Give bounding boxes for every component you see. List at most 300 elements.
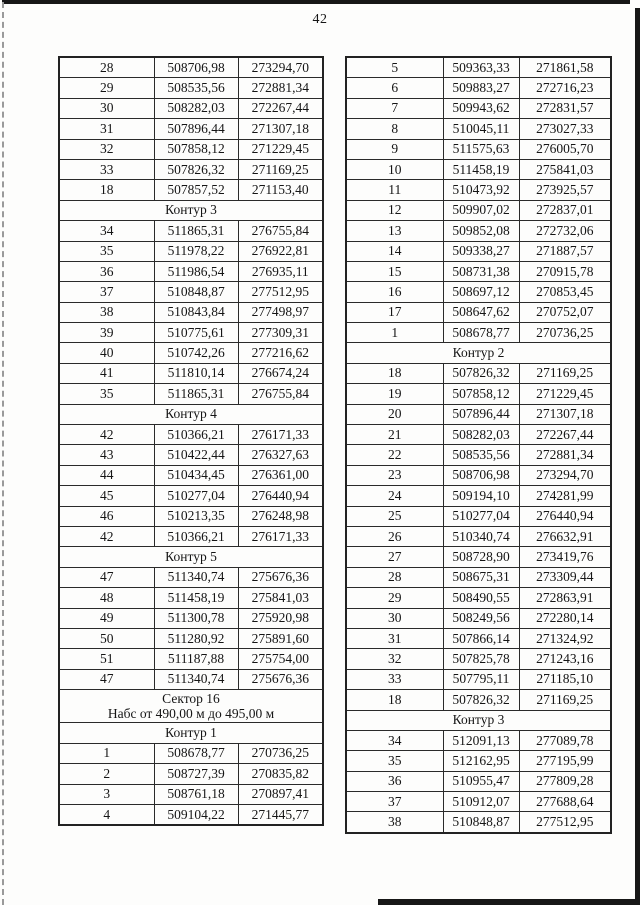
table-row — [346, 180, 611, 200]
point-number: 17 — [346, 302, 443, 322]
table-row — [346, 159, 611, 179]
coord-x: 510848,87 — [154, 282, 238, 302]
coord-y: 272267,44 — [238, 98, 323, 118]
table-row — [59, 588, 323, 608]
coord-y: 271169,25 — [519, 363, 611, 383]
coord-y: 276005,70 — [519, 139, 611, 159]
table-row — [59, 180, 323, 200]
coord-x: 508282,03 — [443, 425, 519, 445]
coord-y: 270736,25 — [238, 743, 323, 763]
coord-x: 508647,62 — [443, 302, 519, 322]
table-row — [346, 465, 611, 485]
point-number: 37 — [59, 282, 154, 302]
coord-y: 270752,07 — [519, 302, 611, 322]
point-number: 44 — [59, 465, 154, 485]
coord-x: 510843,84 — [154, 302, 238, 322]
coord-x: 507795,11 — [443, 669, 519, 689]
table-row — [59, 241, 323, 261]
point-number: 41 — [59, 363, 154, 383]
coord-y: 271169,25 — [238, 159, 323, 179]
page-border-bottom — [378, 899, 636, 905]
point-number: 47 — [59, 669, 154, 689]
coord-y: 270736,25 — [519, 323, 611, 343]
point-number: 38 — [59, 302, 154, 322]
section-header-row — [59, 547, 323, 567]
section-header-line: Контур 3 — [165, 202, 217, 218]
coord-x: 507896,44 — [154, 119, 238, 139]
coord-y: 277498,97 — [238, 302, 323, 322]
coord-x: 509852,08 — [443, 221, 519, 241]
coord-y: 270897,41 — [238, 784, 323, 804]
point-number: 20 — [346, 404, 443, 424]
coord-x: 511865,31 — [154, 384, 238, 404]
coord-y: 272716,23 — [519, 78, 611, 98]
coord-y: 275676,36 — [238, 567, 323, 587]
section-header — [59, 547, 323, 567]
coord-x: 511340,74 — [154, 567, 238, 587]
table-row — [59, 649, 323, 669]
table-row — [346, 486, 611, 506]
coord-y: 273419,76 — [519, 547, 611, 567]
coord-y: 276632,91 — [519, 526, 611, 546]
coord-x: 507825,78 — [443, 649, 519, 669]
coord-y: 272267,44 — [519, 425, 611, 445]
point-number: 11 — [346, 180, 443, 200]
coord-x: 510213,35 — [154, 506, 238, 526]
coord-y: 271229,45 — [238, 139, 323, 159]
coord-x: 508706,98 — [154, 57, 238, 78]
point-number: 36 — [346, 771, 443, 791]
point-number: 32 — [346, 649, 443, 669]
point-number: 29 — [59, 78, 154, 98]
table-row — [346, 139, 611, 159]
section-header-row — [59, 690, 323, 723]
coord-x: 507826,32 — [443, 690, 519, 710]
coord-y: 271185,10 — [519, 669, 611, 689]
point-number: 48 — [59, 588, 154, 608]
table-row — [59, 343, 323, 363]
coord-x: 507896,44 — [443, 404, 519, 424]
coord-y: 276361,00 — [238, 465, 323, 485]
table-row — [59, 784, 323, 804]
coord-x: 509194,10 — [443, 486, 519, 506]
coord-y: 270835,82 — [238, 764, 323, 784]
coord-x: 509363,33 — [443, 57, 519, 78]
coord-y: 272881,34 — [519, 445, 611, 465]
table-row — [346, 669, 611, 689]
coord-y: 275841,03 — [519, 159, 611, 179]
coord-x: 510422,44 — [154, 445, 238, 465]
point-number: 25 — [346, 506, 443, 526]
table-row — [346, 241, 611, 261]
table-row — [59, 363, 323, 383]
coord-y: 273027,33 — [519, 119, 611, 139]
coord-x: 511986,54 — [154, 261, 238, 281]
coord-x: 510742,26 — [154, 343, 238, 363]
section-header — [59, 723, 323, 743]
table-row — [59, 506, 323, 526]
coord-y: 277512,95 — [238, 282, 323, 302]
table-row — [59, 261, 323, 281]
coord-y: 273925,57 — [519, 180, 611, 200]
coord-x: 510912,07 — [443, 792, 519, 812]
coord-y: 273294,70 — [238, 57, 323, 78]
section-header — [346, 343, 611, 363]
coord-y: 271324,92 — [519, 628, 611, 648]
point-number: 18 — [59, 180, 154, 200]
coord-x: 507857,52 — [154, 180, 238, 200]
coord-x: 509883,27 — [443, 78, 519, 98]
point-number: 51 — [59, 649, 154, 669]
point-number: 19 — [346, 384, 443, 404]
table-row — [59, 282, 323, 302]
coord-x: 508678,77 — [443, 323, 519, 343]
table-row — [346, 78, 611, 98]
point-number: 28 — [346, 567, 443, 587]
coord-x: 508761,18 — [154, 784, 238, 804]
section-header-row — [346, 343, 611, 363]
coord-x: 508728,90 — [443, 547, 519, 567]
point-number: 23 — [346, 465, 443, 485]
point-number: 34 — [346, 730, 443, 750]
coord-x: 511458,19 — [154, 588, 238, 608]
point-number: 10 — [346, 159, 443, 179]
table-row — [59, 425, 323, 445]
point-number: 35 — [59, 384, 154, 404]
table-row — [346, 751, 611, 771]
coord-y: 275920,98 — [238, 608, 323, 628]
table-row — [59, 384, 323, 404]
point-number: 31 — [59, 119, 154, 139]
table-row — [346, 628, 611, 648]
coord-x: 508249,56 — [443, 608, 519, 628]
coord-x: 508697,12 — [443, 282, 519, 302]
coord-x: 510473,92 — [443, 180, 519, 200]
coord-x: 510366,21 — [154, 425, 238, 445]
table-row — [59, 628, 323, 648]
coord-x: 511300,78 — [154, 608, 238, 628]
coord-x: 510366,21 — [154, 526, 238, 546]
section-header-line: Контур 2 — [452, 345, 505, 361]
coord-y: 276440,94 — [519, 506, 611, 526]
coord-y: 271229,45 — [519, 384, 611, 404]
coord-x: 510775,61 — [154, 323, 238, 343]
point-number: 35 — [346, 751, 443, 771]
point-number: 33 — [346, 669, 443, 689]
coord-x: 508731,38 — [443, 261, 519, 281]
point-number: 30 — [59, 98, 154, 118]
table-row — [59, 805, 323, 826]
table-row — [346, 567, 611, 587]
table-row — [346, 792, 611, 812]
section-header-row — [346, 710, 611, 730]
coord-y: 272831,57 — [519, 98, 611, 118]
point-number: 46 — [59, 506, 154, 526]
table-row — [59, 526, 323, 546]
coord-y: 276171,33 — [238, 425, 323, 445]
table-row — [59, 567, 323, 587]
table-row — [346, 200, 611, 220]
point-number: 5 — [346, 57, 443, 78]
point-number: 12 — [346, 200, 443, 220]
table-row — [346, 547, 611, 567]
coord-y: 272837,01 — [519, 200, 611, 220]
coord-x: 511280,92 — [154, 628, 238, 648]
point-number: 18 — [346, 690, 443, 710]
section-header-row — [59, 200, 323, 220]
table-row — [346, 119, 611, 139]
table-row — [346, 812, 611, 833]
point-number: 26 — [346, 526, 443, 546]
point-number: 42 — [59, 425, 154, 445]
page-border-top — [2, 0, 630, 4]
point-number: 9 — [346, 139, 443, 159]
point-number: 38 — [346, 812, 443, 833]
coord-y: 271243,16 — [519, 649, 611, 669]
point-number: 3 — [59, 784, 154, 804]
coord-x: 510277,04 — [443, 506, 519, 526]
table-row — [59, 139, 323, 159]
table-row — [346, 363, 611, 383]
table-row — [59, 78, 323, 98]
section-header — [59, 200, 323, 220]
table-row — [346, 690, 611, 710]
point-number: 21 — [346, 425, 443, 445]
coord-y: 276922,81 — [238, 241, 323, 261]
table-row — [346, 404, 611, 424]
point-number: 28 — [59, 57, 154, 78]
coord-x: 508675,31 — [443, 567, 519, 587]
coord-y: 275841,03 — [238, 588, 323, 608]
point-number: 14 — [346, 241, 443, 261]
point-number: 47 — [59, 567, 154, 587]
page-number: 42 — [312, 12, 328, 27]
coord-x: 511865,31 — [154, 221, 238, 241]
coordinates-table-right — [345, 56, 612, 834]
table-row — [346, 771, 611, 791]
coord-x: 508535,56 — [154, 78, 238, 98]
point-number: 45 — [59, 486, 154, 506]
coord-y: 276171,33 — [238, 526, 323, 546]
coord-x: 510277,04 — [154, 486, 238, 506]
point-number: 40 — [59, 343, 154, 363]
coord-x: 509943,62 — [443, 98, 519, 118]
section-header-line: Набс от 490,00 м до 495,00 м — [107, 705, 275, 721]
section-header-line: Контур 3 — [452, 712, 505, 728]
coord-y: 276440,94 — [238, 486, 323, 506]
coord-y: 275676,36 — [238, 669, 323, 689]
coord-x: 510955,47 — [443, 771, 519, 791]
section-header-line: Контур 4 — [165, 406, 217, 422]
coord-y: 272863,91 — [519, 588, 611, 608]
coord-y: 271887,57 — [519, 241, 611, 261]
table-row — [59, 98, 323, 118]
table-row — [346, 588, 611, 608]
coord-y: 271153,40 — [238, 180, 323, 200]
coord-x: 511340,74 — [154, 669, 238, 689]
section-header-line: Сектор 16 — [162, 690, 220, 706]
point-number: 34 — [59, 221, 154, 241]
coord-y: 277688,64 — [519, 792, 611, 812]
point-number: 30 — [346, 608, 443, 628]
coord-y: 275891,60 — [238, 628, 323, 648]
coord-x: 507858,12 — [154, 139, 238, 159]
coord-x: 511187,88 — [154, 649, 238, 669]
point-number: 42 — [59, 526, 154, 546]
coord-y: 277512,95 — [519, 812, 611, 833]
coord-x: 507858,12 — [443, 384, 519, 404]
section-header — [59, 404, 323, 424]
coord-x: 511978,22 — [154, 241, 238, 261]
coord-x: 509907,02 — [443, 200, 519, 220]
coord-y: 275754,00 — [238, 649, 323, 669]
coord-y: 277089,78 — [519, 730, 611, 750]
table-row — [346, 445, 611, 465]
point-number: 31 — [346, 628, 443, 648]
point-number: 7 — [346, 98, 443, 118]
coord-x: 509338,27 — [443, 241, 519, 261]
coord-y: 272881,34 — [238, 78, 323, 98]
point-number: 29 — [346, 588, 443, 608]
point-number: 33 — [59, 159, 154, 179]
coord-y: 276674,24 — [238, 363, 323, 383]
point-number: 37 — [346, 792, 443, 812]
coord-x: 508678,77 — [154, 743, 238, 763]
coord-y: 274281,99 — [519, 486, 611, 506]
coord-y: 272732,06 — [519, 221, 611, 241]
coord-x: 508706,98 — [443, 465, 519, 485]
point-number: 22 — [346, 445, 443, 465]
table-row — [59, 445, 323, 465]
coord-y: 271307,18 — [519, 404, 611, 424]
table-row — [59, 159, 323, 179]
table-row — [59, 608, 323, 628]
coordinates-table-left — [58, 56, 324, 826]
point-number: 36 — [59, 261, 154, 281]
coord-y: 277309,31 — [238, 323, 323, 343]
coord-x: 511575,63 — [443, 139, 519, 159]
coord-y: 276248,98 — [238, 506, 323, 526]
table-row — [346, 506, 611, 526]
coord-x: 507826,32 — [443, 363, 519, 383]
point-number: 6 — [346, 78, 443, 98]
coord-x: 511458,19 — [443, 159, 519, 179]
point-number: 49 — [59, 608, 154, 628]
point-number: 8 — [346, 119, 443, 139]
table-row — [59, 302, 323, 322]
page-border-left — [2, 2, 4, 905]
coord-x: 510848,87 — [443, 812, 519, 833]
table-row — [59, 465, 323, 485]
coord-y: 270915,78 — [519, 261, 611, 281]
coord-y: 276755,84 — [238, 384, 323, 404]
coord-x: 510045,11 — [443, 119, 519, 139]
table-row — [59, 221, 323, 241]
section-header-line: Контур 1 — [165, 725, 217, 741]
coord-x: 508535,56 — [443, 445, 519, 465]
section-header — [59, 690, 323, 723]
table-row — [346, 302, 611, 322]
coord-y: 271169,25 — [519, 690, 611, 710]
coord-x: 511810,14 — [154, 363, 238, 383]
table-row — [346, 221, 611, 241]
coord-y: 276935,11 — [238, 261, 323, 281]
coord-y: 273309,44 — [519, 567, 611, 587]
point-number: 1 — [346, 323, 443, 343]
point-number: 16 — [346, 282, 443, 302]
table-row — [346, 730, 611, 750]
table-row — [346, 526, 611, 546]
table-row — [59, 57, 323, 78]
point-number: 13 — [346, 221, 443, 241]
point-number: 27 — [346, 547, 443, 567]
coord-y: 273294,70 — [519, 465, 611, 485]
point-number: 1 — [59, 743, 154, 763]
table-row — [346, 384, 611, 404]
point-number: 50 — [59, 628, 154, 648]
coord-x: 510340,74 — [443, 526, 519, 546]
coord-y: 271307,18 — [238, 119, 323, 139]
coord-y: 276327,63 — [238, 445, 323, 465]
coord-y: 277195,99 — [519, 751, 611, 771]
section-header-line: Контур 5 — [165, 548, 217, 564]
table-row — [346, 57, 611, 78]
table-row — [346, 282, 611, 302]
point-number: 2 — [59, 764, 154, 784]
coord-x: 508282,03 — [154, 98, 238, 118]
coord-y: 271861,58 — [519, 57, 611, 78]
coord-y: 270853,45 — [519, 282, 611, 302]
table-row — [346, 98, 611, 118]
table-row — [59, 323, 323, 343]
point-number: 39 — [59, 323, 154, 343]
coord-y: 276755,84 — [238, 221, 323, 241]
section-header — [346, 710, 611, 730]
coord-x: 507866,14 — [443, 628, 519, 648]
table-row — [346, 608, 611, 628]
coord-x: 512162,95 — [443, 751, 519, 771]
table-row — [59, 486, 323, 506]
coord-x: 508727,39 — [154, 764, 238, 784]
coord-y: 272280,14 — [519, 608, 611, 628]
table-row — [346, 323, 611, 343]
point-number: 4 — [59, 805, 154, 826]
section-header-row — [59, 404, 323, 424]
point-number: 18 — [346, 363, 443, 383]
table-row — [59, 764, 323, 784]
coord-y: 277216,62 — [238, 343, 323, 363]
page-border-right — [635, 8, 640, 905]
coord-y: 277809,28 — [519, 771, 611, 791]
table-row — [59, 119, 323, 139]
table-row — [346, 425, 611, 445]
table-row — [346, 649, 611, 669]
point-number: 35 — [59, 241, 154, 261]
coord-x: 507826,32 — [154, 159, 238, 179]
coord-y: 271445,77 — [238, 805, 323, 826]
point-number: 15 — [346, 261, 443, 281]
table-row — [59, 669, 323, 689]
section-header-row — [59, 723, 323, 743]
point-number: 32 — [59, 139, 154, 159]
table-row — [59, 743, 323, 763]
point-number: 24 — [346, 486, 443, 506]
coord-x: 512091,13 — [443, 730, 519, 750]
table-row — [346, 261, 611, 281]
point-number: 43 — [59, 445, 154, 465]
coord-x: 510434,45 — [154, 465, 238, 485]
coord-x: 509104,22 — [154, 805, 238, 826]
